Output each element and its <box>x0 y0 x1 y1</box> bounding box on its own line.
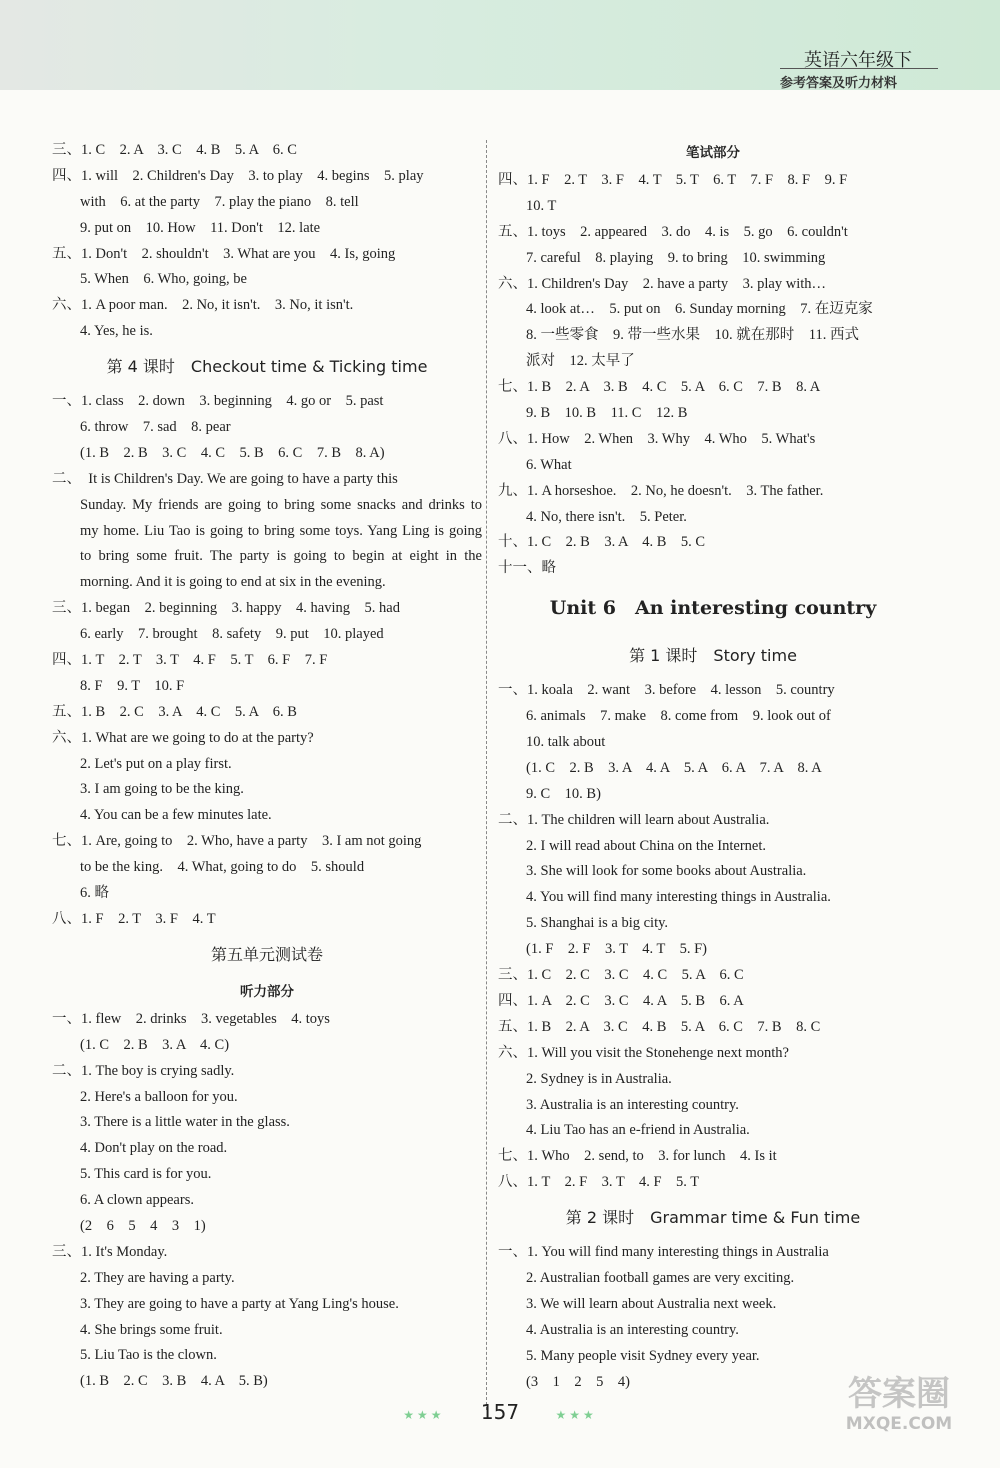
answer-line: 七、1. Who 2. send, to 3. for lunch 4. Is it <box>498 1148 777 1165</box>
answer-line: 四、1. T 2. T 3. T 4. F 5. T 6. F 7. F <box>52 652 328 669</box>
answer-line: 3. We will learn about Australia next week. <box>526 1295 777 1312</box>
answer-line: 4. No, there isn't. 5. Peter. <box>526 508 687 525</box>
watermark-logo <box>824 1374 974 1444</box>
answer-line: (1. B 2. B 3. C 4. C 5. B 6. C 7. B 8. A) <box>80 444 385 461</box>
answer-line: 2. Sydney is in Australia. <box>526 1070 672 1087</box>
answer-line: 2. They are having a party. <box>80 1269 235 1286</box>
answer-line: 2. Australian football games are very exciting. <box>526 1269 795 1286</box>
answer-line: 十、1. C 2. B 3. A 4. B 5. C <box>498 534 706 551</box>
answer-line: 4. Don't play on the road. <box>80 1140 228 1157</box>
answer-line: 3. They are going to have a party at Yang Ling's house. <box>80 1295 399 1312</box>
answer-line: 二、1. The boy is crying sadly. <box>52 1062 235 1079</box>
answer-line: 四、1. will 2. Children's Day 3. to play 4. begins 5. play <box>52 167 424 184</box>
answer-line: with 6. at the party 7. play the piano 8. tell <box>80 193 359 210</box>
answer-line: 二、1. The children will learn about Australia. <box>498 811 770 828</box>
answer-line: 八、1. How 2. When 3. Why 4. Who 5. What's <box>498 430 816 447</box>
section-subheading: 听力部分 <box>240 983 294 1000</box>
answer-line: 9. B 10. B 11. C 12. B <box>526 405 688 422</box>
answer-line: 4. Liu Tao has an e-friend in Australia. <box>526 1122 750 1139</box>
passage-line: my home. Liu Tao is going to bring some toys. Yang Ling is going <box>80 522 482 539</box>
answer-line: 七、1. B 2. A 3. B 4. C 5. A 6. C 7. B 8. A <box>498 379 821 396</box>
answer-line: morning. And it is going to end at six in the evening. <box>80 574 386 591</box>
answer-line: 一、1. class 2. down 3. beginning 4. go or 5. past <box>52 393 384 410</box>
answer-line: 八、1. F 2. T 3. F 4. T <box>52 910 216 927</box>
answer-line: 6. 略 <box>80 885 109 902</box>
answer-line: (3 1 2 5 4) <box>526 1373 630 1390</box>
answer-line: 9. put on 10. How 11. Don't 12. late <box>80 219 321 236</box>
watermark-text: 答案圈 <box>848 1374 950 1414</box>
answer-line: 6. throw 7. sad 8. pear <box>80 419 231 436</box>
answer-line: 6. What <box>526 456 572 473</box>
answer-line: 6. animals 7. make 8. come from 9. look out of <box>526 708 831 725</box>
answer-line: 6. early 7. brought 8. safety 9. put 10. played <box>80 626 384 643</box>
answer-line: 2. Let's put on a play first. <box>80 755 232 772</box>
answer-line: 六、1. Children's Day 2. have a party 3. play with… <box>498 275 826 292</box>
answer-line: 4. You will find many interesting things in Australia. <box>526 889 831 906</box>
answer-line: 三、1. C 2. A 3. C 4. B 5. A 6. C <box>52 142 297 158</box>
answer-line: 五、1. B 2. A 3. C 4. B 5. A 6. C 7. B 8. C <box>498 1018 821 1035</box>
answer-line: 一、1. koala 2. want 3. before 4. lesson 5. country <box>498 682 835 699</box>
answer-line: 6. A clown appears. <box>80 1192 194 1209</box>
answer-line: 3. I am going to be the king. <box>80 781 244 798</box>
answer-line: to be the king. 4. What, going to do 5. should <box>80 859 365 876</box>
answer-line: 七、1. Are, going to 2. Who, have a party 3. I am not going <box>52 833 422 850</box>
answer-line: 三、1. began 2. beginning 3. happy 4. having 5. had <box>52 600 400 617</box>
answer-line: 2. I will read about China on the Internet. <box>526 837 766 854</box>
answer-line: 一、1. flew 2. drinks 3. vegetables 4. toys <box>52 1010 330 1027</box>
star-decoration-left: ★★★ <box>403 1408 445 1422</box>
answer-line: 8. F 9. T 10. F <box>80 677 185 694</box>
book-title: 英语六年级下 <box>804 50 912 71</box>
answer-line: 10. talk about <box>526 734 606 751</box>
lesson-heading: 第 4 课时 Checkout time & Ticking time <box>106 357 428 377</box>
answer-line: 二、 It is Children's Day. We are going to have a party this <box>52 470 398 487</box>
answer-line: 五、1. B 2. C 3. A 4. C 5. A 6. B <box>52 703 297 720</box>
answer-line: 5. This card is for you. <box>80 1166 212 1183</box>
answer-line: (1. C 2. B 3. A 4. C) <box>80 1036 230 1053</box>
unit-heading: Unit 6 An interesting country <box>549 597 877 620</box>
lesson-heading: 第 2 课时 Grammar time & Fun time <box>565 1208 861 1228</box>
answer-line: 10. T <box>526 197 557 214</box>
answer-line: 5. Shanghai is a big city. <box>526 915 669 932</box>
answer-line: 3. There is a little water in the glass. <box>80 1114 290 1131</box>
answer-line: 7. careful 8. playing 9. to bring 10. swimming <box>526 249 826 266</box>
answer-line: 5. Many people visit Sydney every year. <box>526 1347 760 1364</box>
page-number: 157 <box>480 1400 520 1424</box>
left-column <box>52 138 482 1395</box>
answer-line: 三、1. C 2. C 3. C 4. C 5. A 6. C <box>498 967 744 984</box>
column-divider <box>486 140 487 1410</box>
answer-line: (1. B 2. C 3. B 4. A 5. B) <box>80 1373 268 1390</box>
answer-line: 八、1. T 2. F 3. T 4. F 5. T <box>498 1174 700 1191</box>
right-column <box>498 138 928 1395</box>
answer-line: 8. 一些零食 9. 带一些水果 10. 就在那时 11. 西式 <box>526 327 859 344</box>
section-subtitle: 参考答案及听力材料 <box>780 76 898 91</box>
lesson-heading: 第 1 课时 Story time <box>629 646 797 666</box>
answer-line: 六、1. Will you visit the Stonehenge next month? <box>498 1044 789 1061</box>
watermark-url: MXQE.COM <box>845 1414 953 1434</box>
answer-line: 4. You can be a few minutes late. <box>80 807 272 824</box>
answer-line: 六、1. A poor man. 2. No, it isn't. 3. No, it isn't. <box>52 297 354 314</box>
answer-line: 六、1. What are we going to do at the party? <box>52 729 314 746</box>
answer-line: (2 6 5 4 3 1) <box>80 1217 206 1234</box>
header-rule <box>780 68 938 69</box>
answer-line: 3. Australia is an interesting country. <box>526 1096 739 1113</box>
answer-line: 三、1. It's Monday. <box>52 1243 168 1260</box>
answer-line: (1. F 2. F 3. T 4. T 5. F) <box>526 941 708 958</box>
passage-line: Sunday. My friends are going to bring some snacks and drinks to <box>80 496 482 513</box>
answer-line: 4. look at… 5. put on 6. Sunday morning 7. 在迈克家 <box>526 301 873 318</box>
answer-line: 一、1. You will find many interesting things in Australia <box>498 1244 829 1261</box>
answer-line: 派对 12. 太早了 <box>526 353 635 370</box>
answer-line: 2. Here's a balloon for you. <box>80 1088 238 1105</box>
section-subheading: 笔试部分 <box>686 145 740 161</box>
answer-line: 9. C 10. B) <box>526 785 601 802</box>
answer-line: (1. C 2. B 3. A 4. A 5. A 6. A 7. A 8. A <box>526 759 822 776</box>
answer-line: 5. Liu Tao is the clown. <box>80 1347 217 1364</box>
answer-line: 五、1. Don't 2. shouldn't 3. What are you 4. Is, going <box>52 245 396 262</box>
answer-line: 五、1. toys 2. appeared 3. do 4. is 5. go 6. couldn't <box>498 223 848 240</box>
answer-line: 四、1. F 2. T 3. F 4. T 5. T 6. T 7. F 8. F 9. F <box>498 172 848 188</box>
answer-line: 4. Yes, he is. <box>80 323 153 340</box>
answer-line: 四、1. A 2. C 3. C 4. A 5. B 6. A <box>498 992 744 1009</box>
answer-line: 十一、略 <box>498 560 556 577</box>
answer-line: 5. When 6. Who, going, be <box>80 271 247 288</box>
answer-line: 4. She brings some fruit. <box>80 1321 223 1338</box>
answer-line: 九、1. A horseshoe. 2. No, he doesn't. 3. The father. <box>498 482 824 499</box>
star-decoration-right: ★★★ <box>555 1408 597 1422</box>
answer-line: 4. Australia is an interesting country. <box>526 1321 739 1338</box>
passage-line: to bring some fruit. The party is going to begin at eight in the <box>80 548 482 565</box>
lesson-heading: 第五单元测试卷 <box>210 944 323 964</box>
answer-line: 3. She will look for some books about Australia. <box>526 863 807 880</box>
